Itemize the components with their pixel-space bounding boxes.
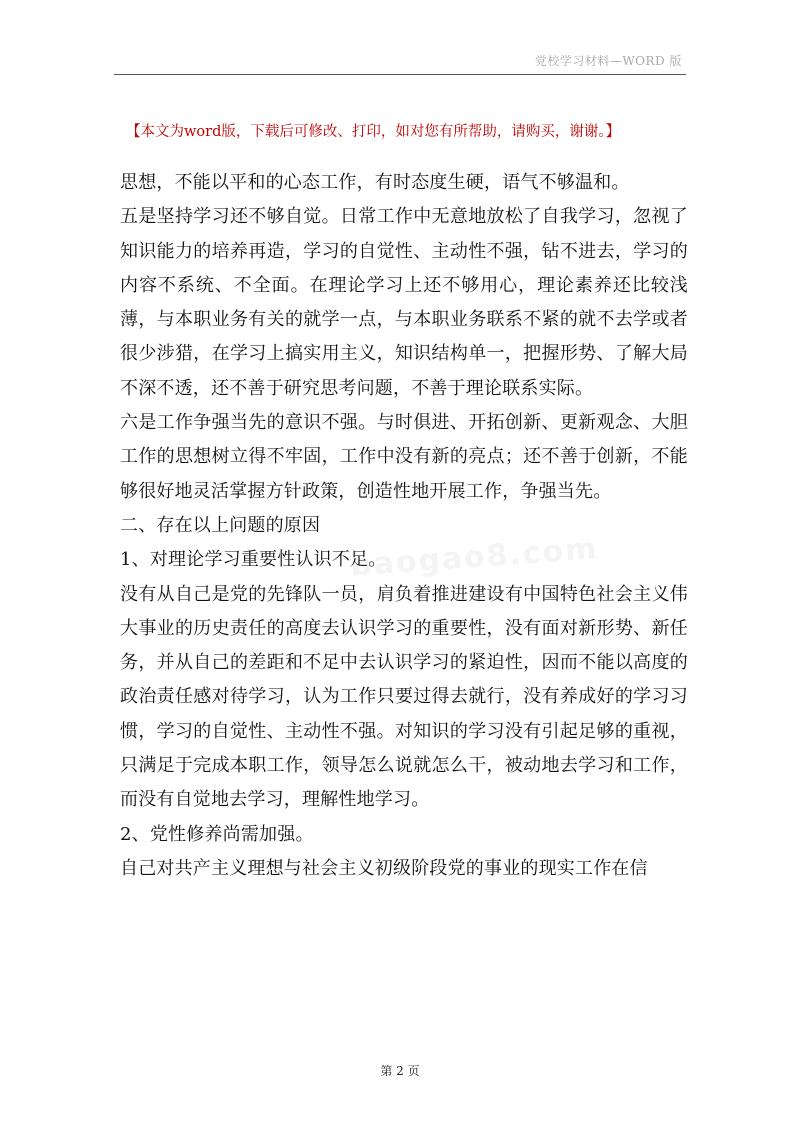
running-header: 党校学习材料—WORD 版 (534, 54, 682, 68)
header-divider (114, 74, 686, 75)
paragraph-3: 六是工作争强当先的意识不强。与时俱进、开拓创新、更新观念、大胆工作的思想树立得不牢固，工作中没有新的亮点；还不善于创新，不能够很好地灵活掌握方针政策，创造性地开展工作，争强当先。 (120, 412, 688, 502)
document-body (120, 166, 688, 886)
paragraph-2: 五是坚持学习还不够自觉。日常工作中无意地放松了自我学习，忽视了知识能力的培养再造，学习的自觉性、主动性不强，钻不进去，学习的内容不系统、不全面。在理论学习上还不够用心，理论素养还比较浅薄，与本职业务有关的就学一点，与本职业务联系不紧的就不去学或者很少涉猎，在学习上搞实用主义，知识结构单一，把握形势、了解大局不深不透，还不善于研究思考问题，不善于理论联系实际。 (120, 206, 688, 399)
subheading-2: 2、党性修养尚需加强。 (120, 823, 314, 845)
page-number: 第 2 页 (380, 1064, 420, 1078)
subheading-1: 1、对理论学习重要性认识不足。 (120, 549, 387, 571)
watermark: baogao8.com (349, 531, 600, 584)
paragraph-1: 思想，不能以平和的心态工作，有时态度生硬，语气不够温和。 (120, 172, 630, 193)
paragraph-5: 自己对共产主义理想与社会主义初级阶段党的事业的现实工作在信 (120, 857, 648, 879)
paragraph-4: 没有从自己是党的先锋队一员，肩负着推进建设有中国特色社会主义伟大事业的历史责任的高度去认识学习的重要性，没有面对新形势、新任务，并从自己的差距和不足中去认识学习的紧迫性，因而不能以高度的政治责任感对待学习，认为工作只要过得去就行，没有养成好的学习习惯，学习的自觉性、主动性不强。对知识的学习没有引起足够的重视，只满足于完成本职工作，领导怎么说就怎么干，被动地去学习和工作，而没有自觉地去学习，理解性地学习。 (120, 583, 688, 811)
download-notice: 【本文为word版，下载后可修改、打印，如对您有所帮助，请购买，谢谢。】 (126, 124, 621, 140)
section-heading: 二、存在以上问题的原因 (120, 514, 321, 536)
